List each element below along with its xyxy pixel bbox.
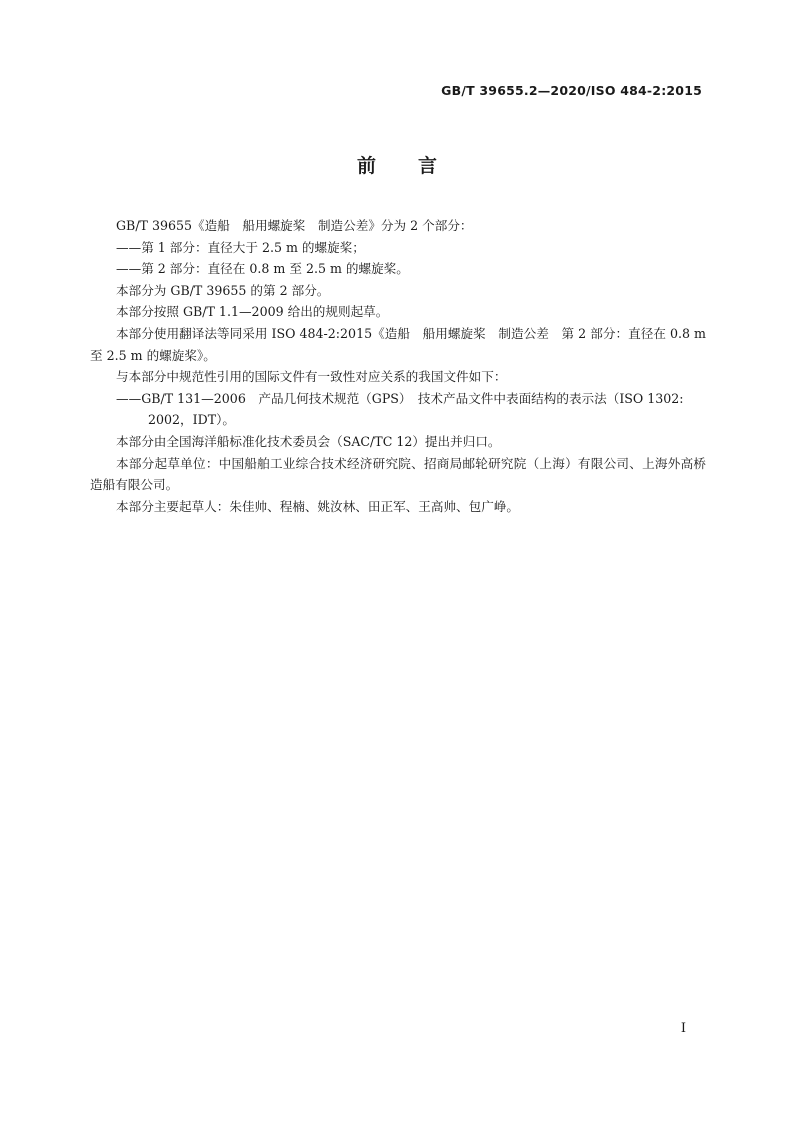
reference-item: ——GB/T 131—2006 产品几何技术规范（GPS） 技术产品文件中表面结构的表示法（ISO 1302:: [116, 390, 684, 406]
drafting-rules-paragraph: 本部分按照 GB/T 1.1—2009 给出的规则起草。: [116, 304, 389, 320]
reference-item-continued: 2002，IDT）。: [148, 412, 236, 428]
part-1-item: ——第 1 部分：直径大于 2.5 m 的螺旋桨；: [116, 239, 365, 255]
drafters-paragraph: 本部分主要起草人：朱佳帅、程楠、姚汝林、田正军、王高帅、包广峥。: [116, 498, 519, 514]
page-number: I: [680, 1021, 686, 1036]
intro-paragraph: GB/T 39655《造船 船用螺旋桨 制造公差》分为 2 个部分：: [116, 218, 473, 233]
this-part-paragraph: 本部分为 GB/T 39655 的第 2 部分。: [116, 282, 330, 298]
foreword-body: [90, 215, 706, 517]
correspondence-paragraph: 与本部分中规范性引用的国际文件有一致性对应关系的我国文件如下：: [116, 369, 507, 385]
drafting-units-paragraph: 本部分起草单位：中国船舶工业综合技术经济研究院、招商局邮轮研究院（上海）有限公司、上海外高桥造船有限公司。: [90, 455, 706, 493]
proposed-by-paragraph: 本部分由全国海洋船标准化技术委员会（SAC/TC 12）提出并归口。: [116, 433, 501, 449]
translation-paragraph: 本部分使用翻译法等同采用 ISO 484-2:2015《造船 船用螺旋桨 制造公差 第 2 部分：直径在 0.8 m 至 2.5 m 的螺旋桨》。: [90, 325, 706, 363]
part-2-item: ——第 2 部分：直径在 0.8 m 至 2.5 m 的螺旋桨。: [116, 261, 409, 277]
standard-number: GB/T 39655.2—2020/ISO 484-2:2015: [441, 83, 702, 98]
page-title: 前言: [356, 155, 479, 177]
